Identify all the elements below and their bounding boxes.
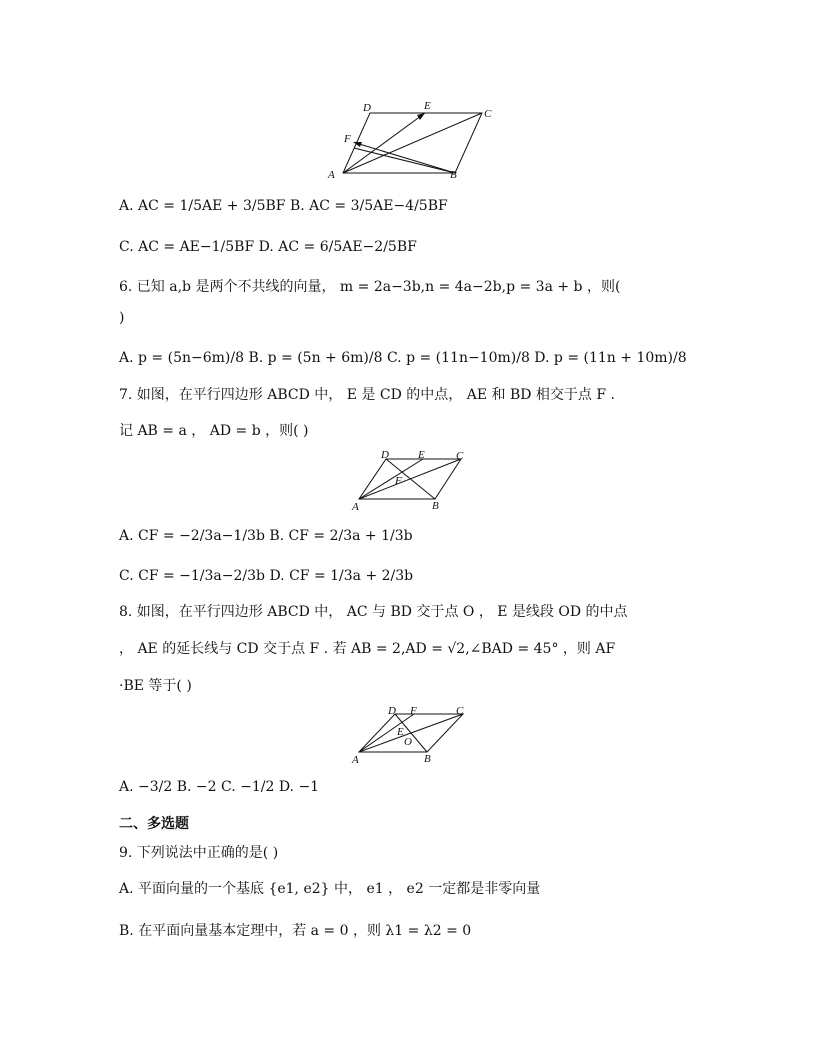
figure-parallelogram-3 xyxy=(350,704,475,766)
q8-options: A. −3/2 B. −2 C. −1/2 D. −1 xyxy=(119,779,320,795)
label-f: F xyxy=(410,705,417,717)
q8-stem: 8. 如图，在平行四边形 ABCD 中， AC 与 BD 交于点 O ， E 是线段 OD 的中点 xyxy=(119,604,628,620)
q7-options-cd: C. CF = −1/3a−2/3b D. CF = 1/3a + 2/3b xyxy=(119,568,414,584)
label-b: B xyxy=(432,500,439,512)
label-c: C xyxy=(456,450,464,462)
q9-stem: 9. 下列说法中正确的是( ) xyxy=(119,845,279,861)
label-f: F xyxy=(344,133,351,145)
figure-parallelogram-2 xyxy=(350,450,475,514)
segment-ae xyxy=(359,459,423,499)
segment-ac xyxy=(359,459,461,499)
label-e: E xyxy=(397,726,404,738)
q7-stem: 7. 如图，在平行四边形 ABCD 中， E 是 CD 的中点， AE 和 BD 相交于点 F . xyxy=(119,387,615,403)
vector-bf xyxy=(356,143,455,173)
q6-options: A. p = (5n−6m)/8 B. p = (5n + 6m)/8 C. p = (11n−10m)/8 D. p = (11n + 10m)/8 xyxy=(119,350,687,366)
q9-option-b: B. 在平面向量基本定理中，若 a = 0 ，则 λ1 = λ2 = 0 xyxy=(119,923,472,939)
q8-stem-2: ， AE 的延长线与 CD 交于点 F . 若 AB = 2,AD = √2,∠BAD = 45° ，则 AF xyxy=(119,641,616,657)
label-d: D xyxy=(381,450,389,461)
label-c: C xyxy=(484,108,492,120)
label-d: D xyxy=(363,102,371,114)
q5-options-ab: A. AC = 1/5AE + 3/5BF B. AC = 3/5AE−4/5BF xyxy=(119,198,448,214)
label-b: B xyxy=(450,169,457,180)
segment-fb xyxy=(354,148,455,173)
q7-options-ab: A. CF = −2/3a−1/3b B. CF = 2/3a + 1/3b xyxy=(119,528,413,544)
q7-stem-2: 记 AB = a ， AD = b ，则( ) xyxy=(119,423,309,439)
label-b: B xyxy=(424,753,431,765)
label-f: F xyxy=(395,475,402,487)
label-c: C xyxy=(456,705,464,717)
section-heading-multiple-choice: 二、多选题 xyxy=(119,816,189,832)
q9-option-a: A. 平面向量的一个基底 {e1, e2} 中， e1 ， e2 一定都是非零向量 xyxy=(119,881,541,897)
label-d: D xyxy=(388,705,396,717)
figure-parallelogram-1 xyxy=(325,98,505,180)
arrow-head-ae xyxy=(417,113,425,120)
arrow-head-bf xyxy=(353,142,362,147)
label-e: E xyxy=(418,450,425,461)
label-e: E xyxy=(424,100,431,112)
label-o: O xyxy=(404,736,412,748)
q6-stem-end: ) xyxy=(119,310,125,326)
label-a: A xyxy=(328,169,335,180)
q5-options-cd: C. AC = AE−1/5BF D. AC = 6/5AE−2/5BF xyxy=(119,239,417,255)
q8-stem-3: ·BE 等于( ) xyxy=(119,678,192,694)
q6-stem: 6. 已知 a,b 是两个不共线的向量， m = 2a−3b,n = 4a−2b,p = 3a + b ，则( xyxy=(119,279,621,295)
label-a: A xyxy=(352,501,359,513)
label-a: A xyxy=(352,754,359,766)
